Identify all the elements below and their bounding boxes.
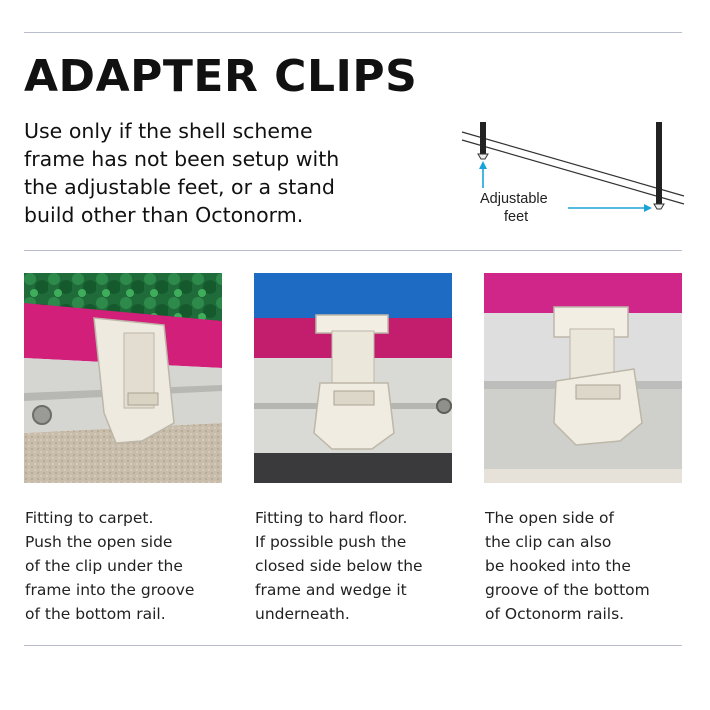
caption-line: be hooked into the [485,557,631,575]
intro-line: Use only if the shell scheme [24,119,313,143]
caption-line: Fitting to carpet. [25,509,154,527]
caption-line: frame and wedge it [255,581,407,599]
caption-line: the clip can also [485,533,612,551]
upright-post-right [656,122,662,204]
caption-carpet [25,506,230,626]
upright-post-left [480,122,486,154]
caption-groove [485,506,690,626]
caption-hard-floor [255,506,460,626]
frame-line-top [462,132,684,196]
caption-line: underneath. [255,605,350,623]
bottom-divider [24,645,682,646]
caption-line: of Octonorm rails. [485,605,625,623]
intro-line: the adjustable feet, or a stand [24,175,335,199]
top-divider [24,32,682,33]
middle-divider [24,250,682,251]
photo-hard-floor-fitting [254,273,452,483]
caption-line: frame into the groove [25,581,195,599]
arrowhead-up-icon [479,161,487,169]
caption-line: If possible push the [255,533,407,551]
arrowhead-right-icon [644,204,652,212]
photo-groove-fitting [484,273,682,483]
caption-line: Fitting to hard floor. [255,509,408,527]
intro-line: build other than Octonorm. [24,203,304,227]
foot-left-icon [478,154,488,159]
photo-carpet-fitting [24,273,222,483]
caption-line: of the clip under the [25,557,183,575]
caption-line: closed side below the [255,557,423,575]
adjustable-feet-diagram [458,114,686,232]
caption-line: groove of the bottom [485,581,650,599]
caption-line: Push the open side [25,533,173,551]
foot-right-icon [654,204,664,209]
caption-line: The open side of [485,509,614,527]
caption-line: of the bottom rail. [25,605,166,623]
intro-text [24,117,454,229]
diagram-label-feet: feet [504,209,529,225]
page-title: ADAPTER CLIPS [24,51,418,102]
diagram-label-adjustable: Adjustable [480,191,548,207]
intro-line: frame has not been setup with [24,147,340,171]
